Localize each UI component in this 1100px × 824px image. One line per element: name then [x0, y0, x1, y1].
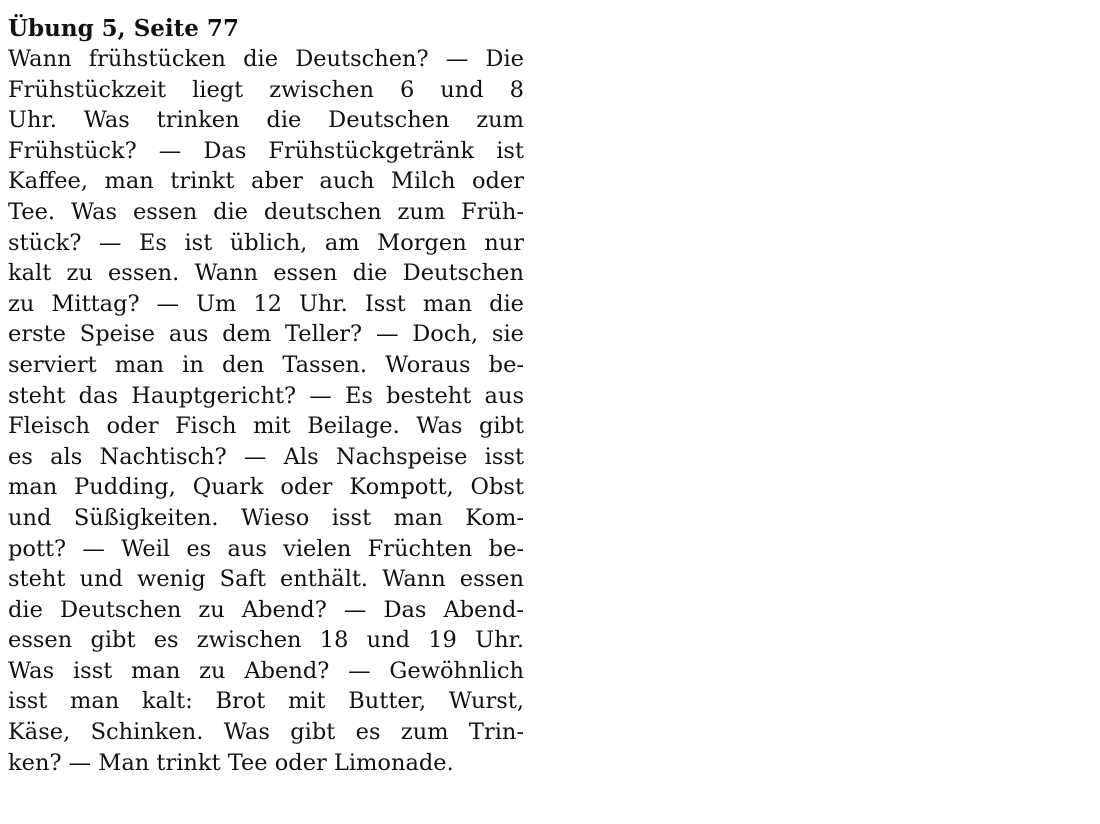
text-line: Fleisch oder Fisch mit Beilage. Was gibt: [8, 413, 524, 440]
text-line: isst man kalt: Brot mit Butter, Wurst,: [8, 688, 524, 715]
text-line: Tee. Was essen die deutschen zum Früh-: [8, 198, 524, 225]
text-line: Frühstück? — Das Frühstückgetränk ist: [8, 137, 524, 164]
exercise-text-block: [8, 14, 524, 778]
text-line: ken? — Man trinkt Tee oder Limonade.: [8, 749, 454, 776]
text-line: erste Speise aus dem Teller? — Doch, sie: [8, 321, 524, 348]
text-line: Wann frühstücken die Deutschen? — Die: [8, 46, 524, 72]
exercise-heading: Übung 5, Seite 77: [8, 15, 239, 42]
text-line: Was isst man zu Abend? — Gewöhnlich: [8, 657, 524, 684]
text-line: Kaffee, man trinkt aber auch Milch oder: [8, 168, 524, 195]
text-line: serviert man in den Tassen. Woraus be-: [8, 351, 524, 378]
text-line: stück? — Es ist üblich, am Morgen nur: [8, 229, 524, 256]
text-line: die Deutschen zu Abend? — Das Abend-: [8, 596, 524, 623]
text-line: steht das Hauptgericht? — Es besteht aus: [8, 382, 524, 409]
text-line: zu Mittag? — Um 12 Uhr. Isst man die: [8, 290, 524, 317]
text-line: Uhr. Was trinken die Deutschen zum: [8, 107, 524, 134]
text-line: Käse, Schinken. Was gibt es zum Trin-: [8, 719, 524, 746]
text-line: es als Nachtisch? — Als Nachspeise isst: [8, 443, 524, 470]
text-line: essen gibt es zwischen 18 und 19 Uhr.: [8, 627, 524, 654]
text-line: pott? — Weil es aus vielen Früchten be-: [8, 535, 524, 562]
text-line: steht und wenig Saft enthält. Wann essen: [8, 566, 524, 593]
text-line: kalt zu essen. Wann essen die Deutschen: [8, 260, 524, 287]
text-line: man Pudding, Quark oder Kompott, Obst: [8, 474, 524, 501]
text-line: Frühstückzeit liegt zwischen 6 und 8: [8, 76, 524, 103]
text-line: und Süßigkeiten. Wieso isst man Kom-: [8, 504, 524, 531]
exercise-paragraph: [8, 44, 524, 778]
